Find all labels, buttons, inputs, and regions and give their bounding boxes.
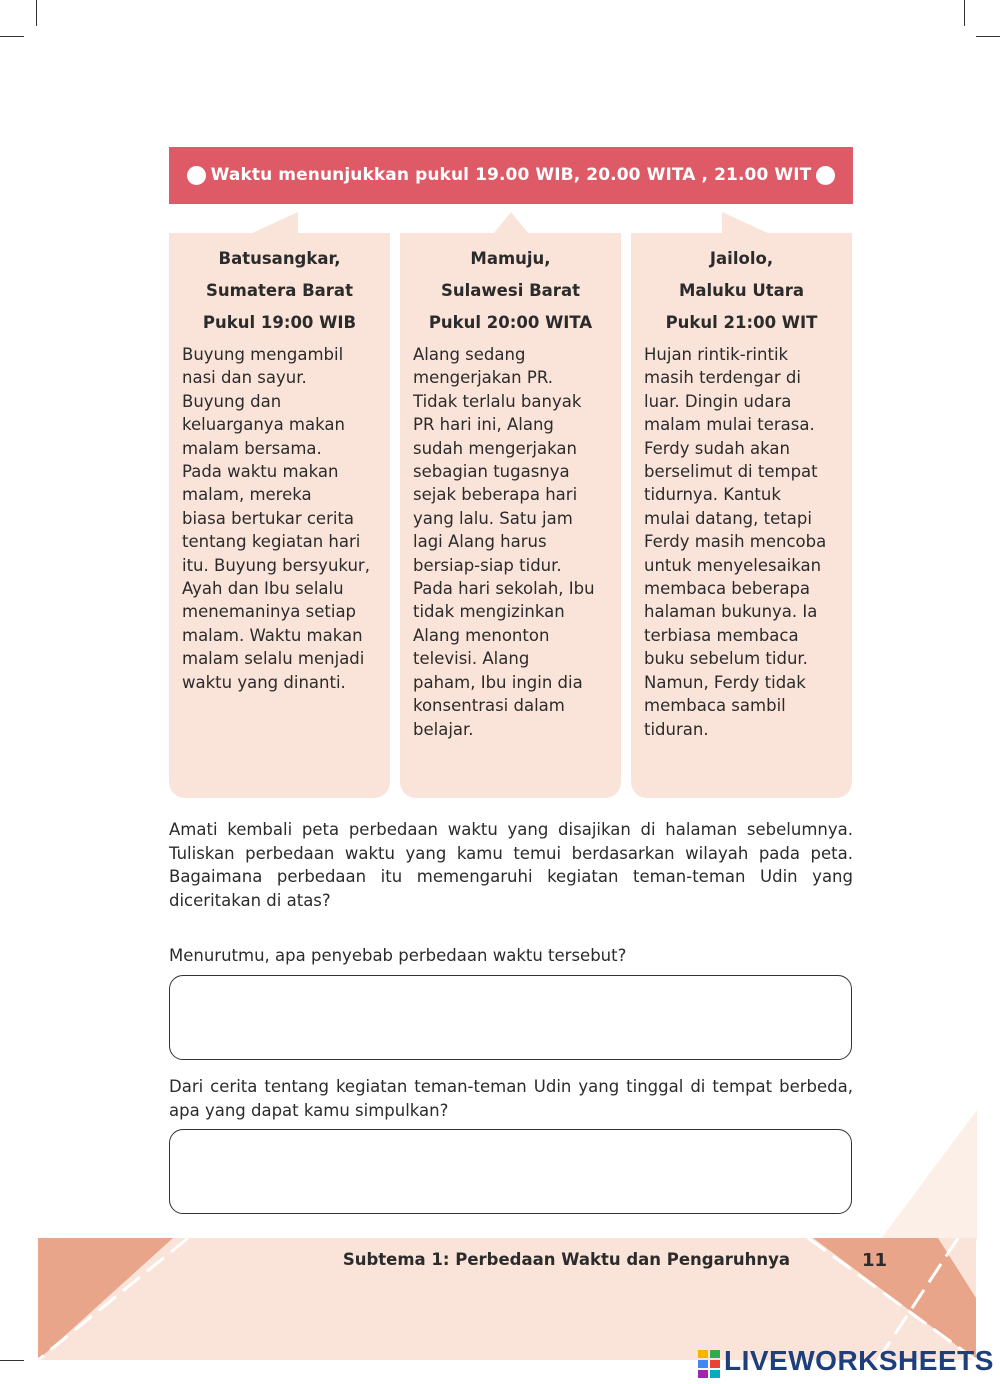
card-notch xyxy=(250,204,300,234)
question-2: Dari cerita tentang kegiatan teman-teman Udin yang tinggal di tempat berbeda, apa yang dapat kamu simpulkan? xyxy=(169,1077,853,1120)
story-card-jailolo xyxy=(631,233,852,798)
crop-mark xyxy=(964,0,965,26)
card-region: Maluku Utara xyxy=(678,281,805,300)
card-story: Buyung mengambil nasi dan sayur. Buyung dan keluarganya makan malam bersama. Pada waktu makan malam, mereka biasa bertukar cerita tentang kegiatan hari itu. Buyung bersyukur, Ayah dan Ibu selalu menemaninya setiap malam. Waktu makan malam selalu menjadi waktu yang dinanti. xyxy=(182,345,370,692)
question-1: Menurutmu, apa penyebab perbedaan waktu tersebut? xyxy=(169,946,627,965)
banner-dot-right xyxy=(816,166,835,185)
banner-text: Waktu menunjukkan pukul 19.00 WIB, 20.00 WITA , 21.00 WIT xyxy=(210,165,812,185)
card-place: Mamuju, xyxy=(470,249,551,268)
card-notch xyxy=(722,204,772,234)
instructions-paragraph: Amati kembali peta perbedaan waktu yang disajikan di halaman sebelumnya. Tuliskan perbedaan waktu yang kamu temui berdasarkan wilayah pada peta. Bagaimana perbedaan itu memengaruhi kegiatan teman-teman Udin yang diceritakan di atas? xyxy=(169,820,853,910)
card-time: Pukul 19:00 WIB xyxy=(202,313,357,332)
page-number: 11 xyxy=(862,1250,888,1271)
card-story: Alang sedang mengerjakan PR. Tidak terlalu banyak PR hari ini, Alang sudah mengerjakan sebagian tugasnya sejak beberapa hari yang lalu. Satu jam lagi Alang harus bersiap-siap tidur. Pada hari sekolah, Ibu tidak mengizinkan Alang menonton televisi. Alang paham, Ibu ingin dia konsentrasi dalam belajar. xyxy=(413,345,595,739)
crop-mark xyxy=(0,36,24,37)
answer-box-2[interactable] xyxy=(169,1129,852,1214)
card-notch xyxy=(493,204,533,234)
liveworksheets-watermark[interactable]: LIVEWORKSHEETS xyxy=(724,1345,994,1376)
time-banner xyxy=(169,147,853,204)
card-region: Sumatera Barat xyxy=(206,281,353,300)
story-card-mamuju xyxy=(400,233,621,798)
crop-mark xyxy=(0,1360,24,1361)
crop-mark xyxy=(976,36,1000,37)
story-card-batusangkar xyxy=(169,233,390,798)
corner-triangle-decoration xyxy=(880,1110,977,1240)
card-time: Pukul 20:00 WITA xyxy=(428,313,593,332)
card-time: Pukul 21:00 WIT xyxy=(665,313,818,332)
card-story: Hujan rintik-rintik masih terdengar di luar. Dingin udara malam mulai terasa. Ferdy sudah akan berselimut di tempat tidurnya. Kantuk mulai datang, tetapi Ferdy masih mencoba untuk menyelesaikan membaca beberapa halaman bukunya. Ia terbiasa membaca buku sebelum tidur. Namun, Ferdy tidak membaca sambil tiduran. xyxy=(644,345,827,739)
answer-box-1[interactable] xyxy=(169,975,852,1060)
liveworksheets-logo-icon xyxy=(698,1346,722,1380)
crop-mark xyxy=(36,0,37,26)
card-region: Sulawesi Barat xyxy=(441,281,580,300)
card-place: Batusangkar, xyxy=(218,249,341,268)
card-place: Jailolo, xyxy=(709,249,774,268)
footer-subtheme: Subtema 1: Perbedaan Waktu dan Pengaruhnya xyxy=(342,1250,790,1269)
